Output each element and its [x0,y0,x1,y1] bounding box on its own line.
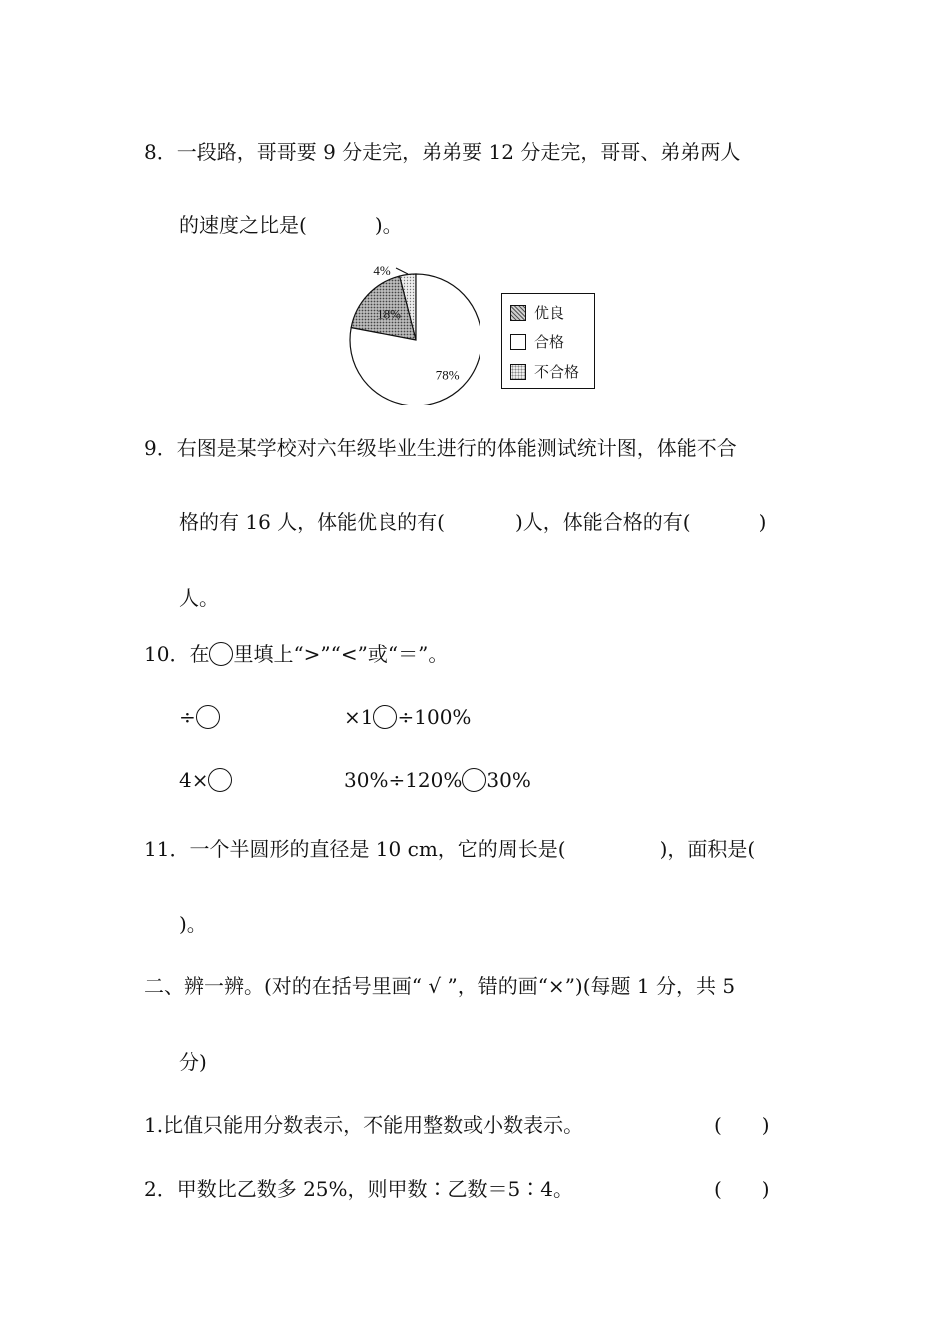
q9-line2-text-a: 格的有 16 人，体能优良的有( [179,510,445,534]
judge-item-1: 1.比值只能用分数表示，不能用整数或小数表示。 [144,1113,584,1137]
legend-label-pass: 合格 [534,333,565,351]
compare-circle-1[interactable] [196,705,220,729]
q11-line2: )。 [179,912,207,936]
q8-line2-text: 的速度之比是( [179,213,307,237]
q10-row2-right [344,766,531,794]
judge-bracket-1[interactable]: ( ) [714,1113,770,1137]
q10-suffix: 里填上“>”“<”或“＝”。 [233,642,449,666]
judge-bracket-2[interactable]: ( ) [714,1177,770,1201]
q10-row2-left [179,766,232,794]
q9-line1: 9．右图是某学校对六年级毕业生进行的体能测试统计图，体能不合 [144,436,737,460]
q9-line2 [179,508,766,536]
q8-line1: 8．一段路，哥哥要 9 分走完，弟弟要 12 分走完，哥哥、弟弟两人 [144,140,741,164]
section2-heading-cont: 分) [179,1050,207,1074]
q11-text-a: 11．一个半圆形的直径是 10 cm，它的周长是( [144,837,566,861]
compare-circle-4[interactable] [462,768,486,792]
q11-line1 [144,835,755,863]
q9-line3: 人。 [179,586,219,610]
judge-item-2: 2．甲数比乙数多 25%，则甲数∶乙数＝5∶4。 [144,1177,573,1201]
circle-icon [209,642,233,666]
chart-legend [501,293,595,389]
q10-instruction [144,640,448,668]
compare-circle-2[interactable] [373,705,397,729]
q10-row1-right [344,703,471,731]
pie-chart [340,255,480,405]
q11-text-b: )，面积是( [659,837,756,861]
legend-label-fail: 不合格 [534,363,580,381]
q9-line2-text-b: )人，体能合格的有( [514,510,691,534]
q8-line2-end: )。 [374,213,403,237]
q10-row2-right-text-b: 30% [486,768,531,792]
compare-circle-3[interactable] [208,768,232,792]
legend-swatch-excellent [510,305,526,321]
q10-row2-left-text: 4× [179,768,209,792]
legend-label-excellent: 优良 [534,304,565,322]
legend-swatch-fail [510,364,526,380]
legend-swatch-pass [510,334,526,350]
q10-row1-right-text-a: ×1 [344,705,374,729]
q10-row1-left [179,703,220,731]
q10-prefix: 10．在 [144,642,210,666]
pie-slices [350,274,480,405]
q10-row1-left-text: ÷ [179,705,196,729]
pie-label-pass: 78% [435,367,460,383]
q8-line2 [179,211,403,239]
section2-heading: 二、辨一辨。(对的在括号里画“ √ ”，错的画“×”)(每题 1 分，共 5 [144,974,736,998]
q10-row2-right-text-a: 30%÷120% [344,768,463,792]
small-slice-leader-line [396,268,408,274]
pie-label-excellent: 18% [377,306,401,322]
q9-line2-text-c: ) [758,510,767,534]
pie-label-fail: 4% [373,263,391,278]
q10-row1-right-text-b: ÷100% [397,705,472,729]
